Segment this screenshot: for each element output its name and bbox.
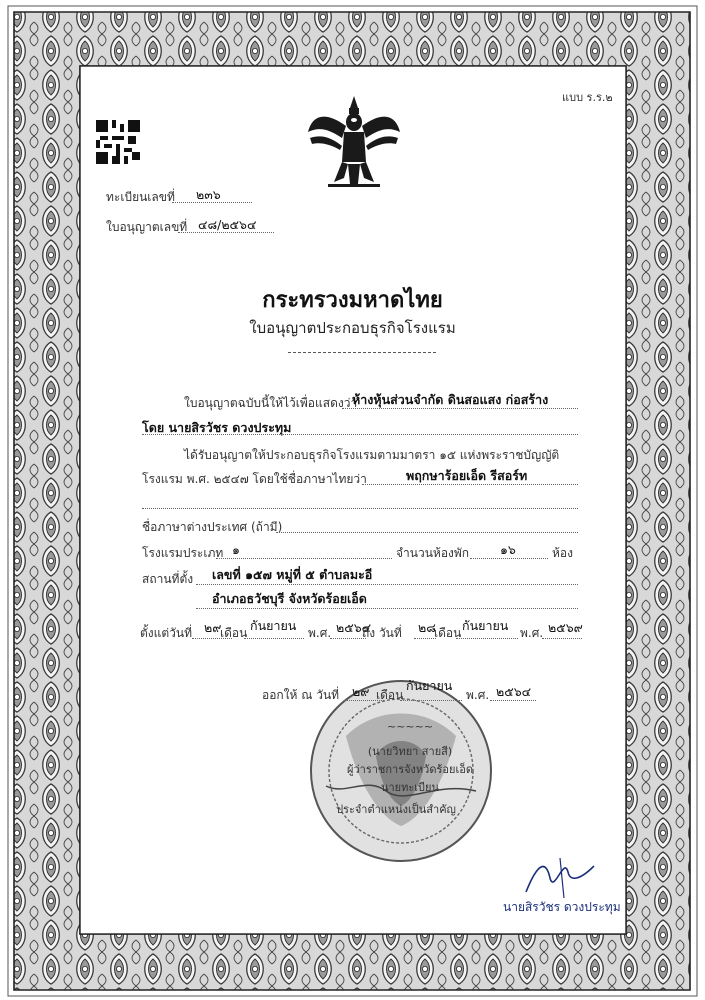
location-address-line1: เลขที่ ๑๕๗ หมู่ที่ ๕ ตำบลมะอี <box>212 567 373 582</box>
hotel-type-label: โรงแรมประเภท <box>142 546 224 560</box>
seal-caption: ประจำตำแหน่งเป็นสำคัญ <box>336 803 456 816</box>
valid-to-day: ๒๘ <box>418 620 436 635</box>
form-code: แบบ ร.ร.๒ <box>562 91 613 104</box>
permit-statement: ได้รับอนุญาตให้ประกอบธุรกิจโรงแรมตามมาตรา ๑๕ แห่งพระราชบัญญัติ <box>184 448 560 462</box>
location-address-line2: อำเภอธวัชบุรี จังหวัดร้อยเอ็ด <box>212 591 367 606</box>
valid-from-year-label: พ.ศ. <box>308 626 332 640</box>
rooms-label: จำนวนห้องพัก <box>396 546 470 560</box>
rooms-unit: ห้อง <box>552 546 573 560</box>
license-number: ๔๘/๒๕๖๔ <box>198 217 257 232</box>
holder-signature <box>520 852 600 902</box>
issued-month-label: เดือน <box>376 688 404 702</box>
valid-to-month: กันยายน <box>462 618 509 633</box>
signer-name: (นายวิทยา สายสี) <box>367 745 453 758</box>
valid-to-month-label: เดือน <box>434 626 462 640</box>
valid-from-day: ๒๙ <box>204 620 222 635</box>
qr-code-icon <box>96 120 140 164</box>
document-title: ใบอนุญาตประกอบธุรกิจโรงแรม <box>249 319 456 337</box>
ministry-title: กระทรวงมหาดไทย <box>262 288 443 313</box>
licensee-representative: โดย นายสิรวัชร ดวงประทุม <box>142 420 292 435</box>
license-no-label: ใบอนุญาตเลขที่ <box>106 220 188 234</box>
issued-month: กันยายน <box>406 678 453 693</box>
licensee-name: ห้างหุ้นส่วนจำกัด ดินสอแสง ก่อสร้าง <box>352 392 549 407</box>
valid-to-year: ๒๕๖๙ <box>548 620 583 635</box>
valid-to-year-label: พ.ศ. <box>520 626 544 640</box>
garuda-emblem <box>304 92 404 192</box>
valid-from-month: กันยายน <box>250 618 297 633</box>
signer-title: นายทะเบียน <box>380 781 439 794</box>
valid-from-month-label: เดือน <box>220 626 248 640</box>
hotel-type: ๑ <box>232 542 240 557</box>
hotel-thai-name-label: โรงแรม พ.ศ. ๒๕๔๗ โดยใช้ชื่อภาษาไทยว่า <box>142 472 367 486</box>
valid-from-year: ๒๕๖๔ <box>336 620 372 635</box>
valid-to-label: ถึง วันที่ <box>362 626 402 640</box>
registration-label: ทะเบียนเลขที่ <box>106 190 175 204</box>
valid-from-label: ตั้งแต่วันที่ <box>140 626 193 640</box>
hotel-thai-name: พฤกษาร้อยเอ็ด รีสอร์ท <box>406 468 528 483</box>
registration-number: ๒๓๖ <box>196 187 221 202</box>
foreign-name-label: ชื่อภาษาต่างประเทศ (ถ้ามี) <box>142 520 283 534</box>
certify-label: ใบอนุญาตฉบับนี้ให้ไว้เพื่อแสดงว่า <box>184 396 358 410</box>
issued-label: ออกให้ ณ วันที่ <box>262 688 340 702</box>
signer-signature-mark: ~~~~~ <box>386 720 434 733</box>
holder-name: นายสิรวัชร ดวงประทุม <box>503 900 621 914</box>
issued-year: ๒๕๖๔ <box>496 684 532 699</box>
location-label: สถานที่ตั้ง <box>142 572 194 586</box>
issued-day: ๒๙ <box>352 684 370 699</box>
signer-position: ผู้ว่าราชการจังหวัดร้อยเอ็ด <box>347 763 473 776</box>
issued-year-label: พ.ศ. <box>466 688 490 702</box>
room-count: ๑๖ <box>500 542 516 557</box>
